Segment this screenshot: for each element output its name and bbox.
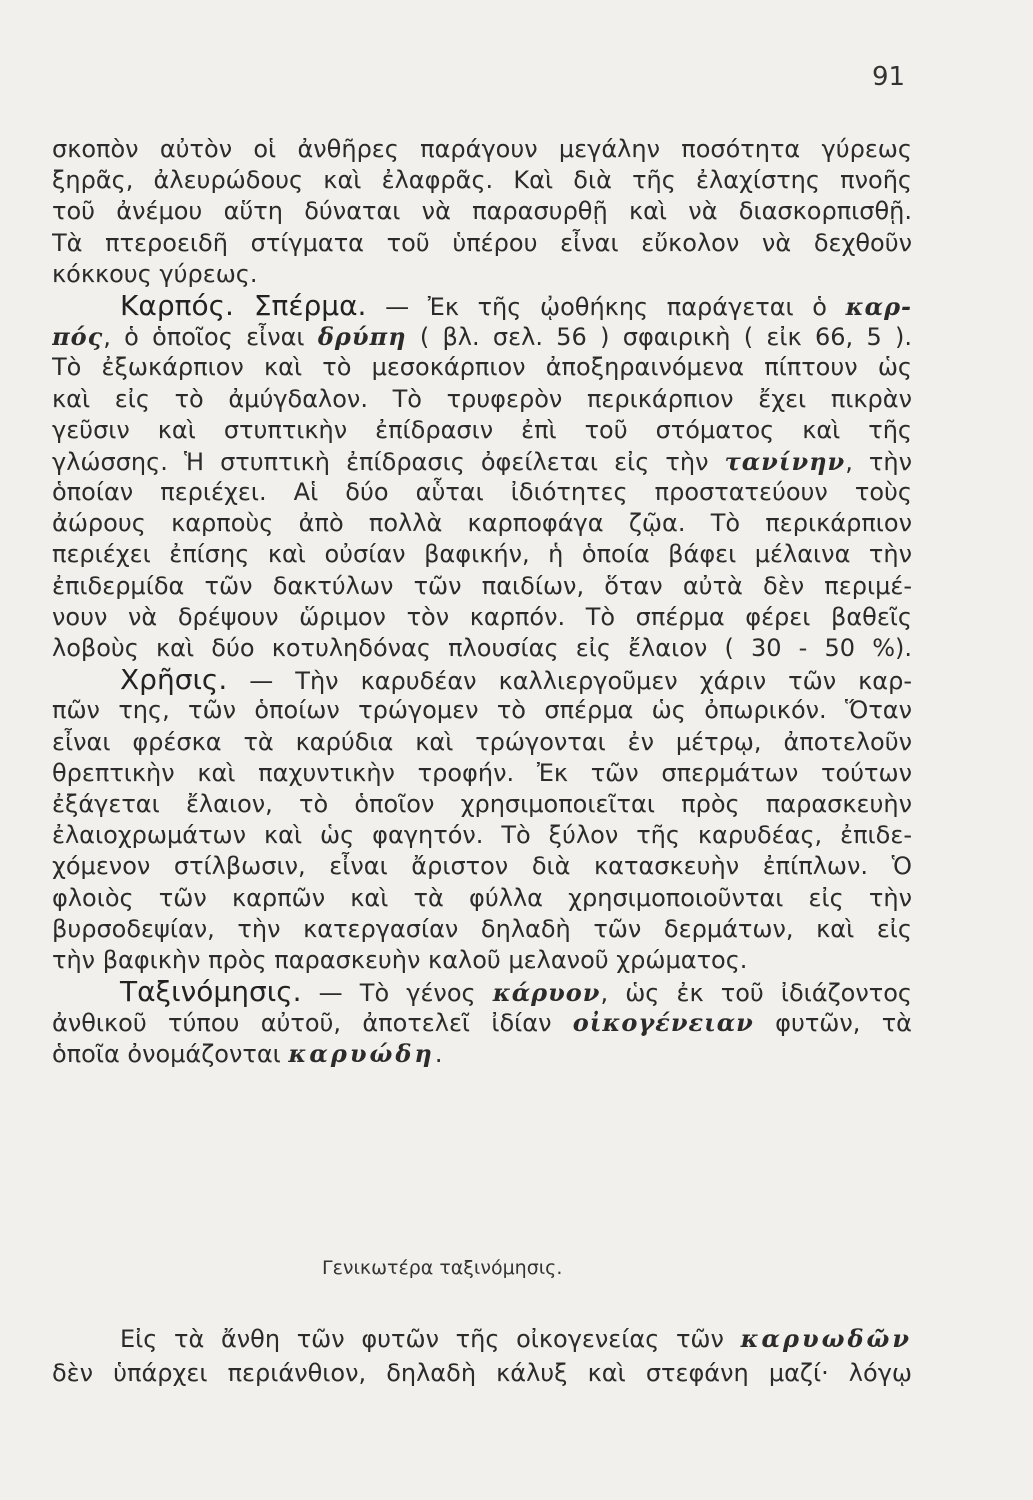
text-span: — Τὴν καρυδέαν καλλιεργοῦμεν χάριν τῶν καρ- [227, 667, 912, 696]
spaced-term: πός [52, 322, 104, 352]
text-span: φυτῶν, τὰ [753, 1009, 912, 1038]
text-span: , ὡς ἐκ τοῦ ἰδιάζοντος [600, 979, 912, 1008]
subheading: Γενικωτέρα ταξινόμησις. [322, 1257, 563, 1279]
text-line: χόμενον στίλβωσιν, εἶναι ἄριστον διὰ κατασκευὴν ἐπίπλων. Ὁ [52, 852, 912, 881]
spaced-term: καρυωδῶν [740, 1324, 912, 1353]
spaced-term: κάρυον [492, 978, 601, 1008]
text-line: τοῦ ἀνέμου αὕτη δύναται νὰ παρασυρθῇ καὶ νὰ διασκορπισθῇ. [52, 197, 912, 226]
page-number: 91 [872, 62, 906, 92]
text-line [52, 1007, 912, 1038]
text-line: νουν νὰ δρέψουν ὥριμον τὸν καρπόν. Τὸ σπέρμα φέρει βαθεῖς [52, 602, 912, 631]
text-line: κόκκους γύρεως. [52, 259, 258, 288]
text-line: δὲν ὑπάρχει περιάνθιον, δηλαδὴ κάλυξ καὶ στεφάνη μαζί· λόγῳ [52, 1359, 912, 1387]
closing-text [52, 1322, 912, 1390]
section-chrisis-line [52, 664, 912, 695]
text-line: εἶναι φρέσκα τὰ καρύδια καὶ τρώγονται ἐν μέτρῳ, ἀποτελοῦν [52, 727, 912, 756]
text-line [52, 446, 912, 477]
text-line: σκοπὸν αὐτὸν οἱ ἀνθῆρες παράγουν μεγάλην ποσότητα γύρεως [52, 135, 912, 163]
text-span: , τὴν [845, 447, 912, 476]
text-line: ἐξάγεται ἔλαιον, τὸ ὁποῖον χρησιμοποιεῖται πρὸς παρασκευὴν [52, 789, 912, 818]
text-line: γεῦσιν καὶ στυπτικὴν ἐπίδρασιν ἐπὶ τοῦ στόματος καὶ τῆς [52, 415, 912, 444]
text-span: . [434, 1040, 443, 1069]
section-karpos-line [52, 290, 912, 321]
spaced-term: καρ- [845, 291, 912, 321]
text-line [52, 1322, 912, 1356]
text-span: — Ἐκ τῆς ᾠοθήκης παράγεται ὁ [366, 292, 846, 321]
text-span: ὁποῖα ὀνομάζονται [52, 1040, 289, 1069]
text-span: Εἰς τὰ ἄνθη τῶν φυτῶν τῆς οἰκογενείας τῶν [120, 1325, 741, 1353]
text-span: ἀνθικοῦ τύπου αὐτοῦ, ἀποτελεῖ ἰδίαν [52, 1009, 573, 1038]
section-heading-karpos: Καρπός. Σπέρμα. [120, 289, 367, 322]
text-line: Τὸ ἐξωκάρπιον καὶ τὸ μεσοκάρπιον ἀποξηραινόμενα πίπτουν ὡς [52, 353, 912, 382]
spaced-term: καρυώδη [288, 1039, 435, 1069]
text-span: — Τὸ γένος [301, 979, 493, 1008]
text-line: ξηρᾶς, ἀλευρώδους καὶ ἐλαφρᾶς. Καὶ διὰ τῆς ἐλαχίστης πνοῆς [52, 166, 912, 195]
section-taxinomisis-line [52, 976, 912, 1007]
text-line [52, 321, 912, 352]
text-line: ὁποίαν περιέχει. Αἱ δύο αὗται ἰδιότητες προστατεύουν τοὺς [52, 478, 912, 507]
main-text [52, 134, 912, 1070]
text-line: ἀώρους καρποὺς ἀπὸ πολλὰ καρποφάγα ζῷα. Τὸ περικάρπιον [52, 509, 912, 538]
text-line [52, 1038, 912, 1069]
text-line: βυρσοδεψίαν, τὴν κατεργασίαν δηλαδὴ τῶν δερμάτων, καὶ εἰς [52, 914, 912, 943]
text-line: θρεπτικὴν καὶ παχυντικὴν τροφήν. Ἐκ τῶν σπερμάτων τούτων [52, 758, 912, 787]
text-line: ἐλαιοχρωμάτων καὶ ὡς φαγητόν. Τὸ ξύλον τῆς καρυδέας, ἐπιδε- [52, 821, 912, 850]
text-line: περιέχει ἐπίσης καὶ οὐσίαν βαφικήν, ἡ ὁποία βάφει μέλαινα τὴν [52, 540, 912, 569]
section-heading-chrisis: Χρῆσις. [120, 664, 228, 696]
spaced-term: οἰκογένειαν [572, 1008, 754, 1038]
text-line: Τὰ πτεροειδῆ στίγματα τοῦ ὑπέρου εἶναι εὔκολον νὰ δεχθοῦν [52, 228, 912, 257]
text-line: πῶν της, τῶν ὁποίων τρώγομεν τὸ σπέρμα ὡς ὀπωρικόν. Ὅταν [52, 696, 912, 725]
spaced-term: τανίνην [724, 446, 846, 476]
text-line: λοβοὺς καὶ δύο κοτυληδόνας πλουσίας εἰς ἔλαιον ( 30 - 50 %). [52, 634, 912, 662]
text-span: γλώσσης. Ἡ στυπτικὴ ἐπίδρασις ὀφείλεται εἰς τὴν [52, 447, 725, 476]
section-heading-taxinomisis: Ταξινόμησις. [120, 976, 302, 1008]
text-line: τὴν βαφικὴν πρὸς παρασκευὴν καλοῦ μελανοῦ χρώματος. [52, 945, 748, 974]
text-span: ( βλ. σελ. 56 ) σφαιρικὴ ( εἰκ 66, 5 ). [406, 323, 912, 352]
text-line: καὶ εἰς τὸ ἀμύγδαλον. Τὸ τρυφερὸν περικάρπιον ἔχει πικρὰν [52, 384, 912, 413]
text-span: , ὁ ὁποῖος εἶναι [103, 323, 318, 352]
spaced-term: δρύπη [317, 322, 407, 352]
text-line: ἐπιδερμίδα τῶν δακτύλων τῶν παιδίων, ὅταν αὐτὰ δὲν περιμέ- [52, 571, 912, 600]
text-line: φλοιὸς τῶν καρπῶν καὶ τὰ φύλλα χρησιμοποιοῦνται εἰς τὴν [52, 883, 912, 912]
